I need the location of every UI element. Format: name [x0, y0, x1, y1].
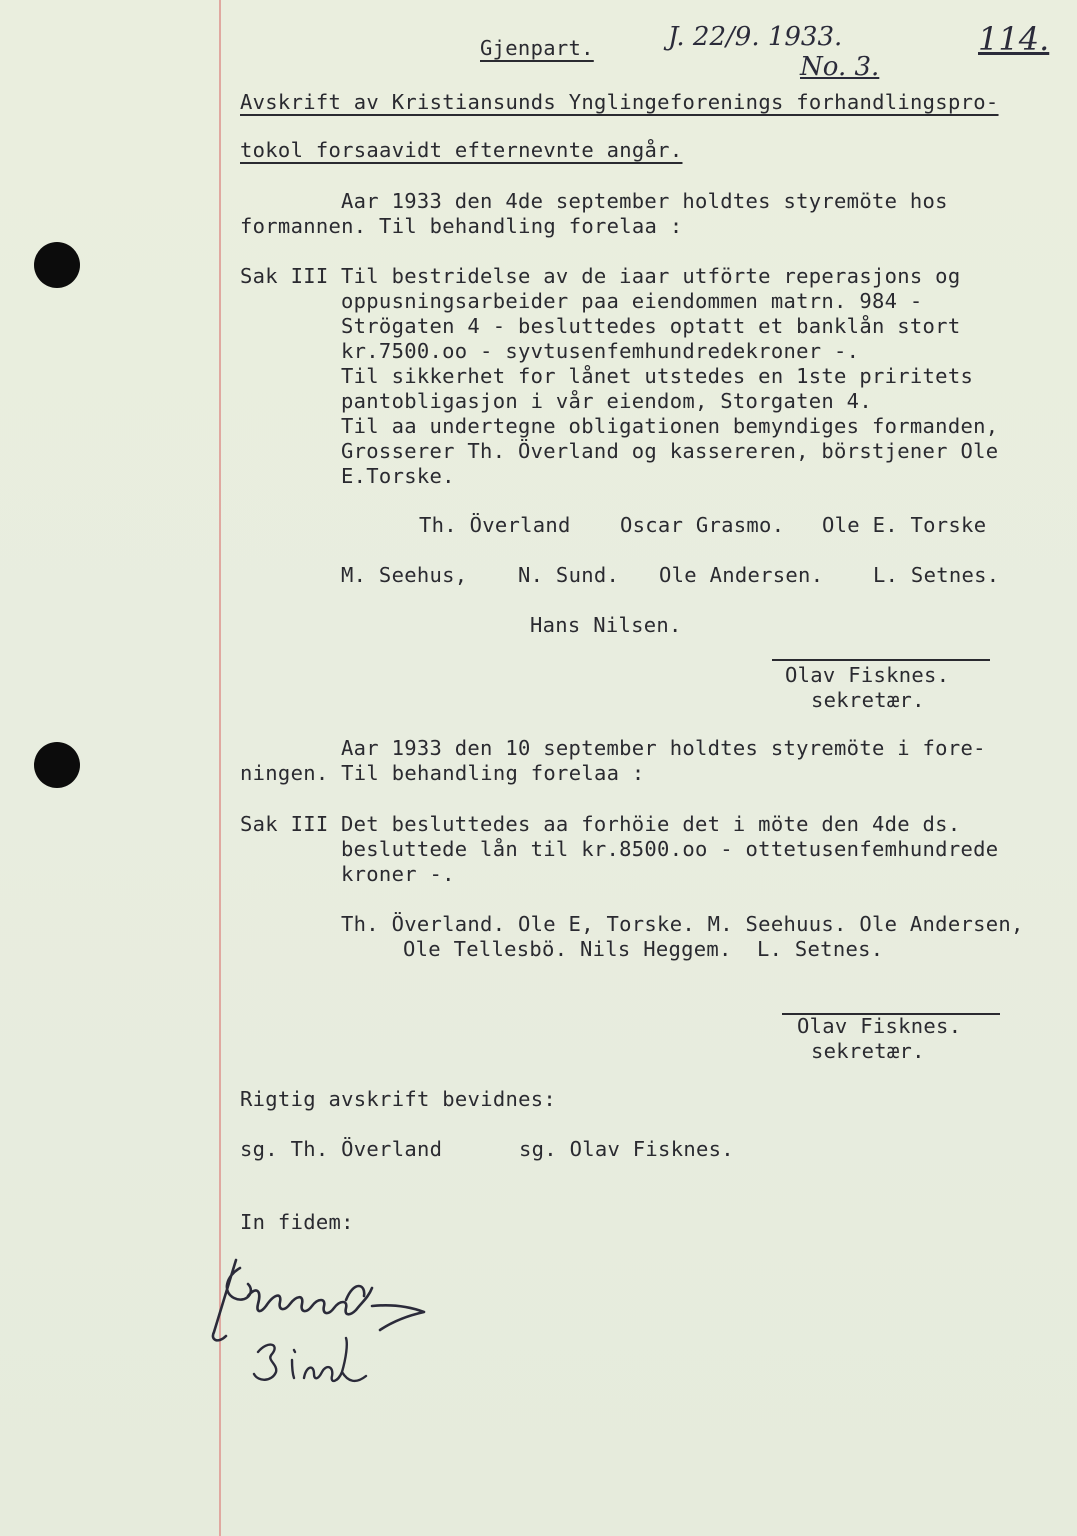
meeting1-line: oppusningsarbeider paa eiendommen matrn. 984 - — [341, 289, 923, 313]
meeting2-signers-2: Ole Tellesbö. Nils Heggem. L. Setnes. — [403, 937, 884, 961]
meeting1-line: pantobligasjon i vår eiendom, Storgaten 4. — [341, 389, 872, 413]
handwritten-signature — [196, 1240, 436, 1390]
meeting2-intro-2: ningen. Til behandling forelaa : — [240, 761, 645, 785]
meeting1-line: E.Torske. — [341, 464, 455, 488]
secretary-name: Olav Fisknes. — [785, 663, 950, 687]
meeting1-sak-label: Sak III — [240, 264, 329, 288]
secretary-title: sekretær. — [811, 688, 925, 712]
punch-hole-middle — [34, 742, 80, 788]
meeting2-signers-1: Th. Överland. Ole E, Torske. M. Seehuus. Ole Andersen, — [341, 912, 1024, 936]
punch-hole-top — [34, 242, 80, 288]
secretary-name: Olav Fisknes. — [797, 1014, 962, 1038]
signer-hans-nilsen: Hans Nilsen. — [530, 613, 682, 637]
title-line-2: tokol forsaavidt efternevnte angår. — [240, 138, 683, 162]
signed-overland: sg. Th. Överland — [240, 1137, 443, 1161]
meeting1-line: Strögaten 4 - besluttedes optatt et banklån stort — [341, 314, 961, 338]
number-note: No. 3. — [800, 52, 880, 82]
meeting2-intro-1: Aar 1933 den 10 september holdtes styremöte i fore- — [341, 736, 986, 760]
signer-ole-torske: Ole E. Torske — [822, 513, 987, 537]
gjenpart-heading: Gjenpart. — [480, 36, 594, 60]
title-line-1: Avskrift av Kristiansunds Ynglingeforenings forhandlingspro- — [240, 90, 999, 114]
meeting1-line: kr.7500.oo - syvtusenfemhundredekroner -. — [341, 339, 860, 363]
signer-ole-andersen: Ole Andersen. — [659, 563, 824, 587]
signer-th-overland: Th. Överland — [419, 513, 571, 537]
meeting1-intro-2: formannen. Til behandling forelaa : — [240, 214, 683, 238]
meeting1-line: Til bestridelse av de iaar utförte reperasjons og — [341, 264, 961, 288]
meeting1-intro-1: Aar 1933 den 4de september holdtes styremöte hos — [341, 189, 948, 213]
meeting2-sak-label: Sak III — [240, 812, 329, 836]
secretary-title: sekretær. — [811, 1039, 925, 1063]
signer-oscar-grasmo: Oscar Grasmo. — [620, 513, 785, 537]
signer-n-sund: N. Sund. — [518, 563, 620, 587]
meeting2-line: Det besluttedes aa forhöie det i möte den 4de ds. — [341, 812, 961, 836]
signer-m-seehus: M. Seehus, — [341, 563, 468, 587]
date-note: J. 22/9. 1933. — [668, 22, 843, 52]
page-number: 114. — [978, 20, 1050, 58]
meeting2-line: besluttede lån til kr.8500.oo - ottetusenfemhundrede — [341, 837, 999, 861]
meeting1-line: Til aa undertegne obligationen bemyndiges formanden, — [341, 414, 999, 438]
signed-fisknes: sg. Olav Fisknes. — [519, 1137, 734, 1161]
meeting2-line: kroner -. — [341, 862, 455, 886]
meeting1-line: Grosserer Th. Överland og kassereren, börstjener Ole — [341, 439, 999, 463]
signature-line — [772, 659, 990, 661]
signer-l-setnes: L. Setnes. — [873, 563, 1000, 587]
in-fidem-label: In fidem: — [240, 1210, 354, 1234]
meeting1-line: Til sikkerhet for lånet utstedes en 1ste priritets — [341, 364, 974, 388]
certification-line: Rigtig avskrift bevidnes: — [240, 1087, 557, 1111]
